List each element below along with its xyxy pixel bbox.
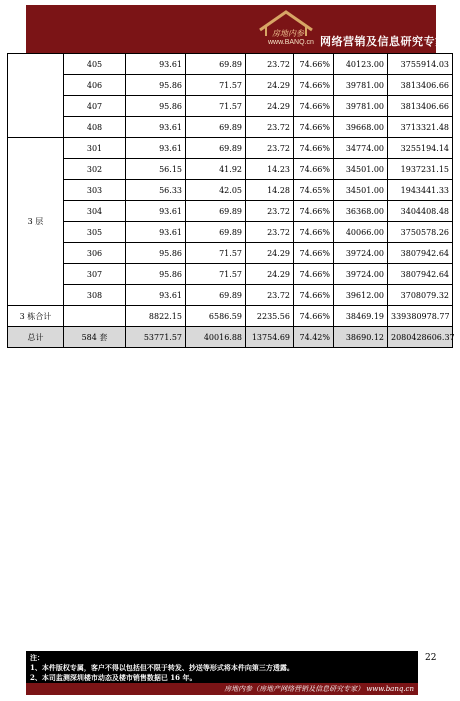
price-cell: 40123.00 xyxy=(334,54,388,75)
c-cell: 23.72 xyxy=(246,117,294,138)
table-row xyxy=(8,222,453,243)
table-row xyxy=(8,180,453,201)
total-cell: 3813406.66 xyxy=(388,75,453,96)
p-cell: 74.66% xyxy=(294,75,334,96)
p-cell: 74.66% xyxy=(294,201,334,222)
footer-note xyxy=(26,651,418,683)
total-cell: 339380978.77 xyxy=(388,306,453,327)
floor-label-cell: 3 层 xyxy=(8,138,64,306)
table-row xyxy=(8,264,453,285)
c-cell: 14.23 xyxy=(246,159,294,180)
c-cell: 24.29 xyxy=(246,75,294,96)
price-cell: 34501.00 xyxy=(334,180,388,201)
table-row xyxy=(8,159,453,180)
p-cell: 74.42% xyxy=(294,327,334,348)
c-cell: 23.72 xyxy=(246,285,294,306)
total-cell: 3255194.14 xyxy=(388,138,453,159)
b-cell: 69.89 xyxy=(186,117,246,138)
p-cell: 74.66% xyxy=(294,96,334,117)
c-cell: 24.29 xyxy=(246,243,294,264)
unit-cell: 302 xyxy=(64,159,126,180)
price-cell: 39781.00 xyxy=(334,96,388,117)
unit-cell: 304 xyxy=(64,201,126,222)
c-cell: 23.72 xyxy=(246,138,294,159)
subtotal-row xyxy=(8,306,453,327)
c-cell: 23.72 xyxy=(246,201,294,222)
page-number: 22 xyxy=(425,653,437,663)
p-cell: 74.66% xyxy=(294,138,334,159)
total-cell: 3807942.64 xyxy=(388,264,453,285)
subtotal-label: 3 栋合计 xyxy=(8,306,64,327)
b-cell: 41.92 xyxy=(186,159,246,180)
logo-text: 房地内参 xyxy=(272,29,304,38)
b-cell: 71.57 xyxy=(186,75,246,96)
b-cell: 69.89 xyxy=(186,201,246,222)
c-cell: 23.72 xyxy=(246,222,294,243)
p-cell: 74.65% xyxy=(294,180,334,201)
a-cell: 56.33 xyxy=(126,180,186,201)
unit-cell: 584 套 xyxy=(64,327,126,348)
a-cell: 8822.15 xyxy=(126,306,186,327)
b-cell: 71.57 xyxy=(186,96,246,117)
a-cell: 95.86 xyxy=(126,75,186,96)
unit-cell: 305 xyxy=(64,222,126,243)
p-cell: 74.66% xyxy=(294,264,334,285)
p-cell: 74.66% xyxy=(294,117,334,138)
price-cell: 39668.00 xyxy=(334,117,388,138)
unit-cell: 303 xyxy=(64,180,126,201)
b-cell: 69.89 xyxy=(186,54,246,75)
table-row xyxy=(8,54,453,75)
total-cell: 1937231.15 xyxy=(388,159,453,180)
table-row xyxy=(8,243,453,264)
a-cell: 56.15 xyxy=(126,159,186,180)
p-cell: 74.66% xyxy=(294,285,334,306)
sales-table xyxy=(7,53,453,348)
table-row xyxy=(8,117,453,138)
total-cell: 3404408.48 xyxy=(388,201,453,222)
b-cell: 42.05 xyxy=(186,180,246,201)
a-cell: 95.86 xyxy=(126,243,186,264)
a-cell: 93.61 xyxy=(126,138,186,159)
b-cell: 69.89 xyxy=(186,285,246,306)
unit-cell xyxy=(64,306,126,327)
a-cell: 93.61 xyxy=(126,285,186,306)
b-cell: 69.89 xyxy=(186,138,246,159)
c-cell: 24.29 xyxy=(246,96,294,117)
table-row xyxy=(8,75,453,96)
total-cell: 3713321.48 xyxy=(388,117,453,138)
table-row xyxy=(8,96,453,117)
a-cell: 93.61 xyxy=(126,222,186,243)
price-cell: 39781.00 xyxy=(334,75,388,96)
footer-note-2: 2、本司监测深圳楼市动态及楼市销售数据已 16 年。 xyxy=(30,673,197,682)
a-cell: 93.61 xyxy=(126,54,186,75)
total-cell: 3813406.66 xyxy=(388,96,453,117)
c-cell: 23.72 xyxy=(246,54,294,75)
total-cell: 3750578.26 xyxy=(388,222,453,243)
c-cell: 13754.69 xyxy=(246,327,294,348)
price-cell: 39724.00 xyxy=(334,264,388,285)
b-cell: 71.57 xyxy=(186,264,246,285)
b-cell: 40016.88 xyxy=(186,327,246,348)
p-cell: 74.66% xyxy=(294,159,334,180)
table-row xyxy=(8,285,453,306)
footer-bar: 房地内参（房地产网络营销及信息研究专家） www.banq.cn xyxy=(26,683,418,695)
unit-cell: 407 xyxy=(64,96,126,117)
a-cell: 93.61 xyxy=(126,117,186,138)
c-cell: 2235.56 xyxy=(246,306,294,327)
floor-cell xyxy=(8,54,64,138)
price-cell: 36368.00 xyxy=(334,201,388,222)
total-cell: 3807942.64 xyxy=(388,243,453,264)
p-cell: 74.66% xyxy=(294,222,334,243)
price-cell: 34774.00 xyxy=(334,138,388,159)
a-cell: 93.61 xyxy=(126,201,186,222)
c-cell: 24.29 xyxy=(246,264,294,285)
logo-url: www.BANQ.cn xyxy=(268,39,314,46)
price-cell: 38469.19 xyxy=(334,306,388,327)
total-cell: 3755914.03 xyxy=(388,54,453,75)
p-cell: 74.66% xyxy=(294,54,334,75)
b-cell: 6586.59 xyxy=(186,306,246,327)
price-cell: 38690.12 xyxy=(334,327,388,348)
b-cell: 69.89 xyxy=(186,222,246,243)
footer-note-title: 注： xyxy=(30,653,44,662)
total-cell: 1943441.33 xyxy=(388,180,453,201)
grand-total-row xyxy=(8,327,453,348)
price-cell: 39724.00 xyxy=(334,243,388,264)
table-row xyxy=(8,138,453,159)
p-cell: 74.66% xyxy=(294,306,334,327)
price-cell: 34501.00 xyxy=(334,159,388,180)
unit-cell: 406 xyxy=(64,75,126,96)
unit-cell: 408 xyxy=(64,117,126,138)
a-cell: 95.86 xyxy=(126,96,186,117)
unit-cell: 405 xyxy=(64,54,126,75)
b-cell: 71.57 xyxy=(186,243,246,264)
price-cell: 39612.00 xyxy=(334,285,388,306)
a-cell: 95.86 xyxy=(126,264,186,285)
footer-note-1: 1、本件版权专属，客户不得以包括但不限于转发、抄送等形式将本件向第三方透露。 xyxy=(30,663,294,672)
grand-total-label: 总计 xyxy=(8,327,64,348)
a-cell: 53771.57 xyxy=(126,327,186,348)
unit-cell: 306 xyxy=(64,243,126,264)
c-cell: 14.28 xyxy=(246,180,294,201)
total-cell: 2080428606.37 xyxy=(388,327,453,348)
table-row xyxy=(8,201,453,222)
banner-title: 网络营销及信息研究专家 xyxy=(320,35,447,48)
total-cell: 3708079.32 xyxy=(388,285,453,306)
unit-cell: 307 xyxy=(64,264,126,285)
unit-cell: 301 xyxy=(64,138,126,159)
unit-cell: 308 xyxy=(64,285,126,306)
price-cell: 40066.00 xyxy=(334,222,388,243)
p-cell: 74.66% xyxy=(294,243,334,264)
